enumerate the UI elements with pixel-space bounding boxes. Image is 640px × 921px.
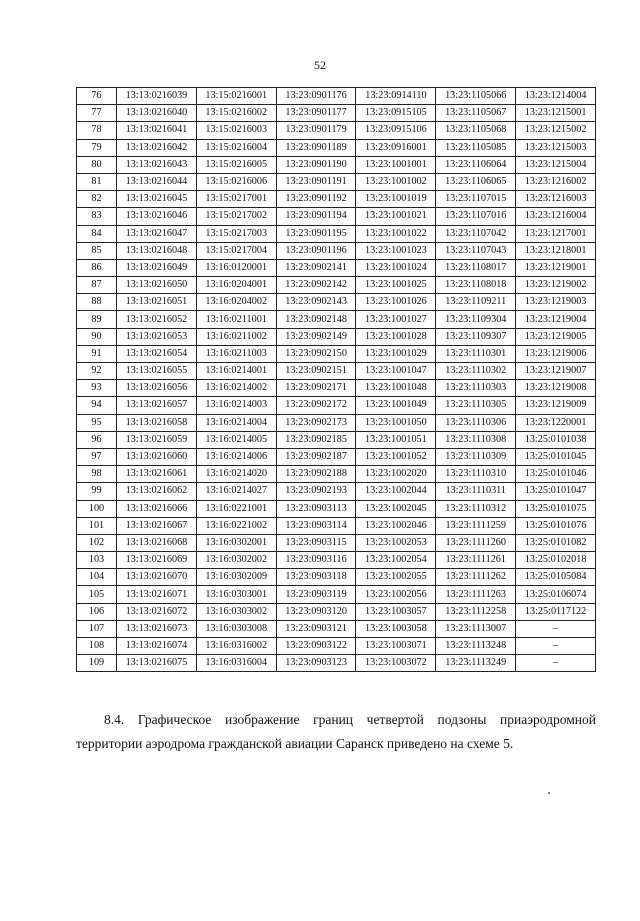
- cadastral-number-cell: 13:13:0216045: [117, 191, 197, 208]
- cadastral-number-cell: 13:23:0901191: [276, 173, 356, 190]
- cadastral-number-cell: 13:23:0902149: [276, 328, 356, 345]
- cadastral-number-cell: 13:23:0903122: [276, 638, 356, 655]
- cadastral-number-cell: 13:23:0915106: [356, 122, 436, 139]
- table-row: [77, 517, 596, 534]
- cadastral-number-cell: –: [516, 638, 596, 655]
- cadastral-number-cell: 13:13:0216049: [117, 259, 197, 276]
- cadastral-number-cell: 13:23:1110308: [436, 431, 516, 448]
- cadastral-number-cell: 13:16:0316004: [196, 655, 276, 672]
- cadastral-number-cell: 13:23:0901195: [276, 225, 356, 242]
- cadastral-number-cell: 13:23:1002045: [356, 500, 436, 517]
- cadastral-number-cell: 13:15:0217003: [196, 225, 276, 242]
- cadastral-number-cell: 13:23:0902187: [276, 448, 356, 465]
- row-number-cell: 95: [77, 414, 117, 431]
- cadastral-number-cell: 13:23:1111259: [436, 517, 516, 534]
- table-row: [77, 311, 596, 328]
- table-row: [77, 552, 596, 569]
- cadastral-number-cell: 13:23:1001052: [356, 448, 436, 465]
- cadastral-number-cell: 13:23:1216004: [516, 208, 596, 225]
- cadastral-number-cell: 13:23:1002046: [356, 517, 436, 534]
- cadastral-number-cell: 13:25:0101047: [516, 483, 596, 500]
- cadastral-number-cell: 13:16:0120001: [196, 259, 276, 276]
- table-row: [77, 638, 596, 655]
- cadastral-number-cell: 13:16:0214002: [196, 380, 276, 397]
- table-row: [77, 414, 596, 431]
- cadastral-number-cell: 13:23:1001026: [356, 294, 436, 311]
- table-row: [77, 191, 596, 208]
- cadastral-number-cell: 13:15:0216006: [196, 173, 276, 190]
- cadastral-number-cell: 13:23:1001027: [356, 311, 436, 328]
- row-number-cell: 108: [77, 638, 117, 655]
- cadastral-number-cell: 13:16:0221001: [196, 500, 276, 517]
- cadastral-number-cell: 13:13:0216044: [117, 173, 197, 190]
- cadastral-number-cell: 13:23:1105068: [436, 122, 516, 139]
- table-row: [77, 259, 596, 276]
- cadastral-number-cell: 13:23:0901177: [276, 105, 356, 122]
- cadastral-number-cell: 13:23:1001048: [356, 380, 436, 397]
- cadastral-number-cell: 13:23:1110311: [436, 483, 516, 500]
- cadastral-number-cell: 13:13:0216071: [117, 586, 197, 603]
- cadastral-number-cell: 13:13:0216052: [117, 311, 197, 328]
- cadastral-number-cell: 13:23:1112258: [436, 603, 516, 620]
- cadastral-number-cell: 13:23:0914110: [356, 88, 436, 105]
- cadastral-number-cell: 13:23:1106064: [436, 156, 516, 173]
- row-number-cell: 106: [77, 603, 117, 620]
- row-number-cell: 92: [77, 363, 117, 380]
- cadastral-number-cell: 13:15:0217002: [196, 208, 276, 225]
- cadastral-number-cell: 13:23:0901192: [276, 191, 356, 208]
- cadastral-number-cell: 13:23:1109307: [436, 328, 516, 345]
- cadastral-number-cell: 13:23:1109304: [436, 311, 516, 328]
- cadastral-number-cell: 13:13:0216056: [117, 380, 197, 397]
- row-number-cell: 76: [77, 88, 117, 105]
- table-row: [77, 294, 596, 311]
- table-row: [77, 620, 596, 637]
- cadastral-number-cell: 13:23:1003072: [356, 655, 436, 672]
- cadastral-number-cell: 13:13:0216048: [117, 242, 197, 259]
- cadastral-number-cell: 13:23:1002055: [356, 569, 436, 586]
- row-number-cell: 90: [77, 328, 117, 345]
- cadastral-number-cell: 13:23:1110310: [436, 466, 516, 483]
- table-row: [77, 208, 596, 225]
- row-number-cell: 99: [77, 483, 117, 500]
- cadastral-number-cell: 13:23:1110306: [436, 414, 516, 431]
- cadastral-number-cell: 13:23:1216003: [516, 191, 596, 208]
- row-number-cell: 79: [77, 139, 117, 156]
- cadastral-number-cell: 13:23:0902193: [276, 483, 356, 500]
- row-number-cell: 85: [77, 242, 117, 259]
- row-number-cell: 104: [77, 569, 117, 586]
- cadastral-number-cell: 13:23:1107016: [436, 208, 516, 225]
- table-row: [77, 586, 596, 603]
- cadastral-number-cell: 13:23:0901179: [276, 122, 356, 139]
- cadastral-number-cell: 13:13:0216070: [117, 569, 197, 586]
- table-row: [77, 225, 596, 242]
- table-row: [77, 242, 596, 259]
- cadastral-number-cell: 13:13:0216068: [117, 534, 197, 551]
- cadastral-number-cell: 13:23:0903116: [276, 552, 356, 569]
- cadastral-number-cell: 13:13:0216039: [117, 88, 197, 105]
- cadastral-number-cell: 13:23:1110301: [436, 345, 516, 362]
- row-number-cell: 97: [77, 448, 117, 465]
- table-row: [77, 156, 596, 173]
- row-number-cell: 80: [77, 156, 117, 173]
- cadastral-number-cell: 13:23:0903121: [276, 620, 356, 637]
- cadastral-number-cell: 13:16:0211003: [196, 345, 276, 362]
- cadastral-number-cell: 13:23:1113249: [436, 655, 516, 672]
- cadastral-number-cell: –: [516, 620, 596, 637]
- cadastral-number-cell: 13:23:1111260: [436, 534, 516, 551]
- cadastral-number-cell: 13:13:0216055: [117, 363, 197, 380]
- cadastral-number-cell: 13:23:1001002: [356, 173, 436, 190]
- table-row: [77, 277, 596, 294]
- cadastral-number-cell: 13:25:0102018: [516, 552, 596, 569]
- cadastral-number-cell: 13:25:0105084: [516, 569, 596, 586]
- cadastral-number-cell: 13:25:0101038: [516, 431, 596, 448]
- cadastral-number-cell: 13:15:0217001: [196, 191, 276, 208]
- table-row: [77, 466, 596, 483]
- table-row: [77, 603, 596, 620]
- cadastral-number-cell: 13:23:1110312: [436, 500, 516, 517]
- cadastral-number-cell: 13:16:0221002: [196, 517, 276, 534]
- cadastral-number-cell: 13:23:1003057: [356, 603, 436, 620]
- section-paragraph: 8.4. Графическое изображение границ четвертой подзоны приаэродромной территории аэродрома гражданской авиации Саранск приведено на схеме 5.: [76, 712, 596, 751]
- cadastral-number-cell: 13:23:1001024: [356, 259, 436, 276]
- scan-speck: [548, 792, 550, 794]
- table-row: [77, 397, 596, 414]
- table-row: [77, 569, 596, 586]
- cadastral-number-cell: 13:23:1001049: [356, 397, 436, 414]
- cadastral-table: [76, 87, 596, 672]
- cadastral-number-cell: 13:23:1217001: [516, 225, 596, 242]
- cadastral-number-cell: 13:23:1107043: [436, 242, 516, 259]
- row-number-cell: 88: [77, 294, 117, 311]
- table-row: [77, 380, 596, 397]
- cadastral-number-cell: 13:23:0903113: [276, 500, 356, 517]
- cadastral-number-cell: 13:23:1215004: [516, 156, 596, 173]
- cadastral-number-cell: 13:16:0211001: [196, 311, 276, 328]
- row-number-cell: 94: [77, 397, 117, 414]
- cadastral-number-cell: 13:13:0216053: [117, 328, 197, 345]
- cadastral-number-cell: 13:16:0214001: [196, 363, 276, 380]
- row-number-cell: 86: [77, 259, 117, 276]
- cadastral-number-cell: 13:25:0101045: [516, 448, 596, 465]
- cadastral-number-cell: 13:23:1002020: [356, 466, 436, 483]
- cadastral-number-cell: 13:23:0902151: [276, 363, 356, 380]
- cadastral-number-cell: 13:23:1001023: [356, 242, 436, 259]
- row-number-cell: 105: [77, 586, 117, 603]
- cadastral-number-cell: 13:23:1219008: [516, 380, 596, 397]
- cadastral-number-cell: 13:16:0302009: [196, 569, 276, 586]
- table-row: [77, 448, 596, 465]
- cadastral-number-cell: 13:23:1001051: [356, 431, 436, 448]
- cadastral-number-cell: 13:16:0303001: [196, 586, 276, 603]
- cadastral-number-cell: 13:23:1107042: [436, 225, 516, 242]
- row-number-cell: 91: [77, 345, 117, 362]
- cadastral-number-cell: 13:23:1113248: [436, 638, 516, 655]
- cadastral-number-cell: 13:23:0901189: [276, 139, 356, 156]
- cadastral-number-cell: 13:23:1219005: [516, 328, 596, 345]
- cadastral-number-cell: 13:16:0204002: [196, 294, 276, 311]
- table-row: [77, 655, 596, 672]
- cadastral-number-cell: 13:23:0902148: [276, 311, 356, 328]
- table-row: [77, 345, 596, 362]
- page-number: 52: [314, 58, 326, 72]
- cadastral-number-cell: 13:23:1219006: [516, 345, 596, 362]
- row-number-cell: 84: [77, 225, 117, 242]
- cadastral-number-cell: 13:23:1113007: [436, 620, 516, 637]
- cadastral-number-cell: 13:23:1218001: [516, 242, 596, 259]
- cadastral-number-cell: 13:16:0214005: [196, 431, 276, 448]
- cadastral-number-cell: 13:23:0902143: [276, 294, 356, 311]
- cadastral-number-cell: 13:23:1105066: [436, 88, 516, 105]
- cadastral-number-cell: 13:23:1215002: [516, 122, 596, 139]
- cadastral-number-cell: 13:23:0902150: [276, 345, 356, 362]
- cadastral-number-cell: 13:23:1219002: [516, 277, 596, 294]
- cadastral-number-cell: 13:23:0916001: [356, 139, 436, 156]
- cadastral-number-cell: 13:15:0216001: [196, 88, 276, 105]
- cadastral-number-cell: 13:23:1107015: [436, 191, 516, 208]
- cadastral-number-cell: 13:25:0101046: [516, 466, 596, 483]
- cadastral-number-cell: 13:23:1105067: [436, 105, 516, 122]
- table-row: [77, 500, 596, 517]
- cadastral-number-cell: 13:15:0216005: [196, 156, 276, 173]
- cadastral-number-cell: 13:23:1002054: [356, 552, 436, 569]
- cadastral-number-cell: 13:23:0903114: [276, 517, 356, 534]
- cadastral-number-cell: 13:23:0902141: [276, 259, 356, 276]
- cadastral-number-cell: 13:25:0101075: [516, 500, 596, 517]
- cadastral-number-cell: 13:23:1111262: [436, 569, 516, 586]
- cadastral-number-cell: 13:16:0214004: [196, 414, 276, 431]
- cadastral-number-cell: 13:23:1001025: [356, 277, 436, 294]
- cadastral-number-cell: 13:16:0214006: [196, 448, 276, 465]
- table-row: [77, 431, 596, 448]
- cadastral-number-cell: 13:23:1106065: [436, 173, 516, 190]
- cadastral-number-cell: 13:23:1215001: [516, 105, 596, 122]
- cadastral-number-cell: 13:23:1001028: [356, 328, 436, 345]
- cadastral-number-cell: 13:23:1219001: [516, 259, 596, 276]
- cadastral-number-cell: 13:16:0303002: [196, 603, 276, 620]
- row-number-cell: 100: [77, 500, 117, 517]
- cadastral-number-cell: 13:23:1002056: [356, 586, 436, 603]
- row-number-cell: 89: [77, 311, 117, 328]
- cadastral-number-cell: 13:23:0902185: [276, 431, 356, 448]
- cadastral-number-cell: 13:16:0214027: [196, 483, 276, 500]
- table-row: [77, 88, 596, 105]
- cadastral-number-cell: 13:16:0303008: [196, 620, 276, 637]
- row-number-cell: 78: [77, 122, 117, 139]
- cadastral-number-cell: 13:13:0216073: [117, 620, 197, 637]
- cadastral-number-cell: 13:23:1001029: [356, 345, 436, 362]
- cadastral-number-cell: 13:13:0216042: [117, 139, 197, 156]
- cadastral-number-cell: 13:23:0903115: [276, 534, 356, 551]
- row-number-cell: 103: [77, 552, 117, 569]
- row-number-cell: 109: [77, 655, 117, 672]
- cadastral-number-cell: 13:23:0903118: [276, 569, 356, 586]
- cadastral-number-cell: 13:15:0216002: [196, 105, 276, 122]
- cadastral-number-cell: 13:23:0915105: [356, 105, 436, 122]
- table-row: [77, 534, 596, 551]
- cadastral-number-cell: 13:13:0216046: [117, 208, 197, 225]
- cadastral-number-cell: 13:25:0106074: [516, 586, 596, 603]
- cadastral-number-cell: 13:23:1003071: [356, 638, 436, 655]
- cadastral-number-cell: 13:23:1219009: [516, 397, 596, 414]
- cadastral-number-cell: 13:13:0216074: [117, 638, 197, 655]
- cadastral-number-cell: 13:16:0204001: [196, 277, 276, 294]
- row-number-cell: 98: [77, 466, 117, 483]
- cadastral-number-cell: 13:23:1002044: [356, 483, 436, 500]
- cadastral-number-cell: 13:13:0216047: [117, 225, 197, 242]
- cadastral-number-cell: 13:23:0902142: [276, 277, 356, 294]
- cadastral-number-cell: 13:16:0214003: [196, 397, 276, 414]
- cadastral-number-cell: 13:16:0211002: [196, 328, 276, 345]
- cadastral-number-cell: 13:13:0216040: [117, 105, 197, 122]
- row-number-cell: 107: [77, 620, 117, 637]
- cadastral-number-cell: 13:25:0101076: [516, 517, 596, 534]
- cadastral-number-cell: 13:25:0101082: [516, 534, 596, 551]
- row-number-cell: 87: [77, 277, 117, 294]
- cadastral-number-cell: 13:23:1001019: [356, 191, 436, 208]
- cadastral-number-cell: 13:23:1001021: [356, 208, 436, 225]
- cadastral-number-cell: 13:13:0216051: [117, 294, 197, 311]
- cadastral-number-cell: 13:15:0217004: [196, 242, 276, 259]
- cadastral-number-cell: 13:13:0216057: [117, 397, 197, 414]
- cadastral-number-cell: 13:23:0902171: [276, 380, 356, 397]
- cadastral-number-cell: 13:23:1109211: [436, 294, 516, 311]
- cadastral-number-cell: 13:23:0902188: [276, 466, 356, 483]
- cadastral-number-cell: 13:16:0316002: [196, 638, 276, 655]
- cadastral-number-cell: 13:23:0901190: [276, 156, 356, 173]
- cadastral-number-cell: 13:23:1003058: [356, 620, 436, 637]
- table-row: [77, 122, 596, 139]
- cadastral-number-cell: 13:23:0902172: [276, 397, 356, 414]
- cadastral-number-cell: 13:16:0302002: [196, 552, 276, 569]
- cadastral-number-cell: 13:23:1110303: [436, 380, 516, 397]
- cadastral-number-cell: 13:13:0216069: [117, 552, 197, 569]
- cadastral-number-cell: 13:23:0903120: [276, 603, 356, 620]
- cadastral-number-cell: 13:13:0216075: [117, 655, 197, 672]
- cadastral-number-cell: 13:23:1110305: [436, 397, 516, 414]
- cadastral-number-cell: 13:23:0901194: [276, 208, 356, 225]
- row-number-cell: 77: [77, 105, 117, 122]
- cadastral-number-cell: 13:23:1111263: [436, 586, 516, 603]
- row-number-cell: 101: [77, 517, 117, 534]
- cadastral-number-cell: 13:23:1105085: [436, 139, 516, 156]
- cadastral-number-cell: 13:23:0901176: [276, 88, 356, 105]
- cadastral-number-cell: 13:13:0216062: [117, 483, 197, 500]
- cadastral-number-cell: 13:15:0216003: [196, 122, 276, 139]
- cadastral-number-cell: 13:13:0216066: [117, 500, 197, 517]
- row-number-cell: 102: [77, 534, 117, 551]
- cadastral-number-cell: 13:23:0902173: [276, 414, 356, 431]
- cadastral-number-cell: 13:23:1002053: [356, 534, 436, 551]
- cadastral-number-cell: 13:23:1110309: [436, 448, 516, 465]
- cadastral-number-cell: 13:13:0216050: [117, 277, 197, 294]
- cadastral-number-cell: 13:13:0216058: [117, 414, 197, 431]
- cadastral-number-cell: 13:23:0903123: [276, 655, 356, 672]
- cadastral-number-cell: 13:13:0216043: [117, 156, 197, 173]
- cadastral-number-cell: 13:23:1108018: [436, 277, 516, 294]
- cadastral-number-cell: 13:13:0216054: [117, 345, 197, 362]
- cadastral-number-cell: 13:23:1219004: [516, 311, 596, 328]
- cadastral-number-cell: 13:23:0901196: [276, 242, 356, 259]
- cadastral-number-cell: 13:13:0216061: [117, 466, 197, 483]
- cadastral-number-cell: 13:16:0302001: [196, 534, 276, 551]
- cadastral-number-cell: 13:23:1219007: [516, 363, 596, 380]
- cadastral-number-cell: 13:16:0214020: [196, 466, 276, 483]
- cadastral-number-cell: 13:23:1214004: [516, 88, 596, 105]
- row-number-cell: 82: [77, 191, 117, 208]
- cadastral-number-cell: 13:13:0216060: [117, 448, 197, 465]
- cadastral-number-cell: 13:15:0216004: [196, 139, 276, 156]
- cadastral-number-cell: 13:23:1216002: [516, 173, 596, 190]
- cadastral-number-cell: 13:23:1001050: [356, 414, 436, 431]
- cadastral-number-cell: 13:23:0903119: [276, 586, 356, 603]
- table-row: [77, 483, 596, 500]
- cadastral-number-cell: 13:23:1111261: [436, 552, 516, 569]
- cadastral-number-cell: 13:23:1001001: [356, 156, 436, 173]
- cadastral-number-cell: 13:23:1108017: [436, 259, 516, 276]
- table-row: [77, 173, 596, 190]
- cadastral-number-cell: 13:23:1215003: [516, 139, 596, 156]
- row-number-cell: 96: [77, 431, 117, 448]
- cadastral-number-cell: 13:13:0216041: [117, 122, 197, 139]
- table-row: [77, 328, 596, 345]
- cadastral-number-cell: 13:23:1110302: [436, 363, 516, 380]
- cadastral-number-cell: 13:13:0216072: [117, 603, 197, 620]
- row-number-cell: 93: [77, 380, 117, 397]
- table-row: [77, 139, 596, 156]
- row-number-cell: 83: [77, 208, 117, 225]
- cadastral-number-cell: 13:13:0216059: [117, 431, 197, 448]
- cadastral-number-cell: 13:23:1219003: [516, 294, 596, 311]
- cadastral-number-cell: 13:23:1001022: [356, 225, 436, 242]
- table-row: [77, 105, 596, 122]
- table-row: [77, 363, 596, 380]
- cadastral-number-cell: 13:25:0117122: [516, 603, 596, 620]
- cadastral-number-cell: –: [516, 655, 596, 672]
- cadastral-table-body: [77, 88, 596, 672]
- cadastral-number-cell: 13:23:1001047: [356, 363, 436, 380]
- row-number-cell: 81: [77, 173, 117, 190]
- cadastral-number-cell: 13:23:1220001: [516, 414, 596, 431]
- cadastral-number-cell: 13:13:0216067: [117, 517, 197, 534]
